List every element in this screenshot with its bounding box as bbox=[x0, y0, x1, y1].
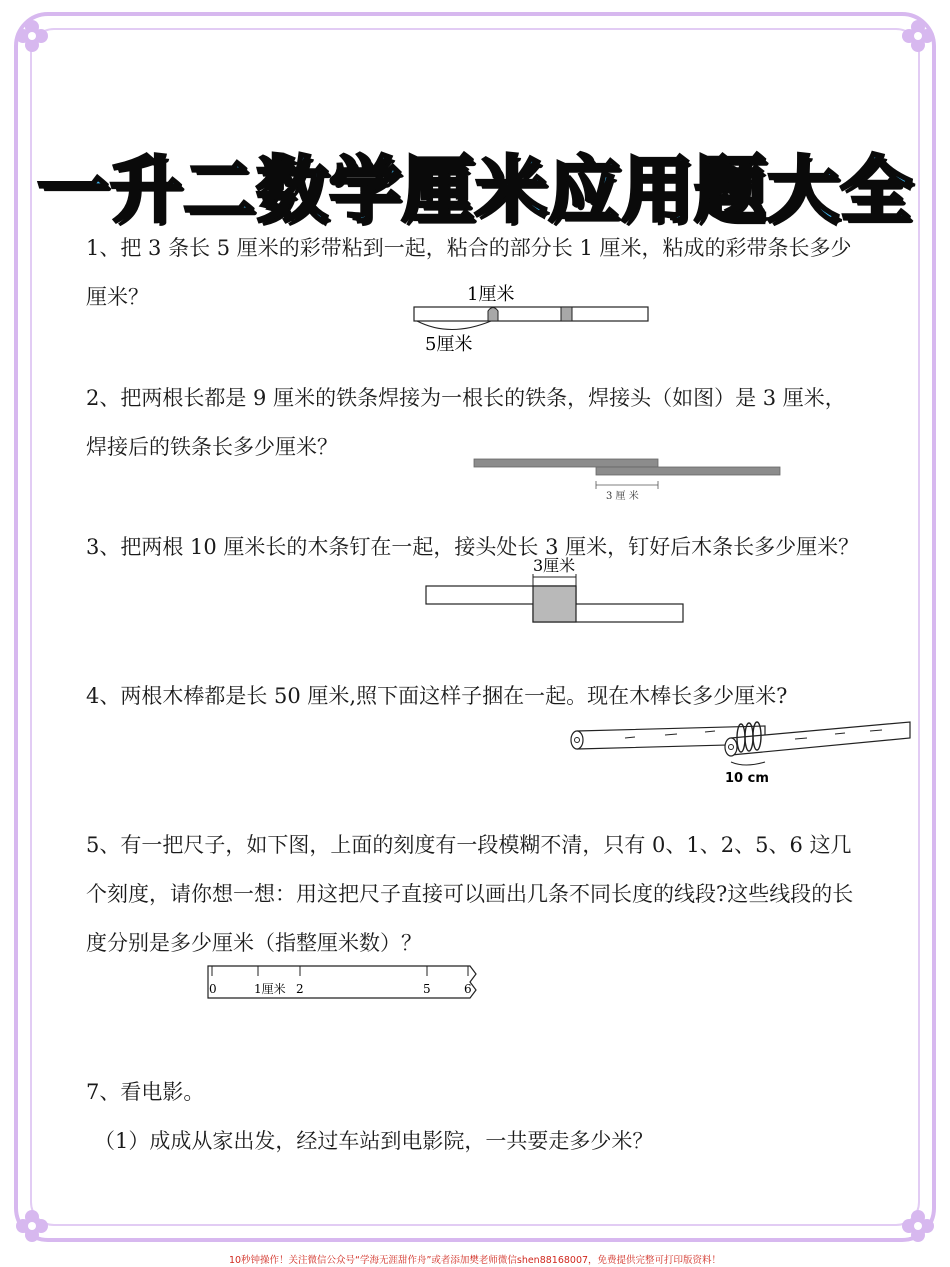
ribbon-overlap-label: 1厘米 bbox=[467, 284, 515, 305]
flower-icon bbox=[14, 1208, 50, 1244]
question-7: 7、看电影。 bbox=[86, 1080, 205, 1104]
flower-icon bbox=[900, 18, 936, 54]
question-7-part-1: （1）成成从家出发，经过车站到电影院，一共要走多少米？ bbox=[94, 1129, 654, 1153]
flower-icon bbox=[14, 18, 50, 54]
ruler-tick-label: 1厘米 bbox=[254, 982, 286, 996]
iron-bar-figure bbox=[470, 455, 790, 505]
question-5: 5、有一把尺子，如下图，上面的刻度有一段模糊不清，只有 0、1、2、5、6 这几个刻度，请你想一想：用这把尺子直接可以画出几条不同长度的线段?这些线段的长度分别是多少厘米（指整厘米数）？ bbox=[86, 833, 854, 955]
ribbon-length-label: 5厘米 bbox=[425, 334, 473, 355]
page-title: 一升二数学厘米应用题大全 bbox=[36, 148, 913, 232]
flower-icon bbox=[900, 1208, 936, 1244]
ruler-tick-label: 6 bbox=[464, 982, 472, 996]
ruler-figure bbox=[200, 960, 490, 1010]
binding-length-label: 10 cm bbox=[725, 771, 769, 786]
question-2: 2、把两根长都是 9 厘米的铁条焊接为一根长的铁条，焊接头（如图）是 3 厘米，焊接后的铁条长多少厘米？ bbox=[86, 386, 846, 459]
wood-strip-figure bbox=[420, 552, 700, 632]
joint-length-label: 3厘米 bbox=[533, 556, 576, 575]
question-4: 4、两根木棒都是长 50 厘米,照下面这样子捆在一起。现在木棒长多少厘米? bbox=[86, 684, 788, 708]
ruler-tick-label: 5 bbox=[423, 982, 431, 996]
question-1: 1、把 3 条长 5 厘米的彩带粘到一起，粘合的部分长 1 厘米，粘成的彩带条长多少厘米？ bbox=[86, 236, 852, 309]
sticks-figure bbox=[565, 712, 915, 792]
footer-note: 10秒钟操作！关注微信公众号“学海无涯甜作舟”或者添加樊老师微信shen88168007，免费提供完整可打印版资料！ bbox=[228, 1255, 722, 1266]
ruler-tick-label: 0 bbox=[209, 982, 217, 996]
weld-length-label: 3 厘 米 bbox=[606, 491, 639, 502]
ribbon-figure bbox=[405, 278, 665, 358]
ruler-tick-label: 2 bbox=[296, 982, 304, 996]
question-3: 3、把两根 10 厘米长的木条钉在一起，接头处长 3 厘米，钉好后木条长多少厘米？ bbox=[86, 535, 860, 559]
